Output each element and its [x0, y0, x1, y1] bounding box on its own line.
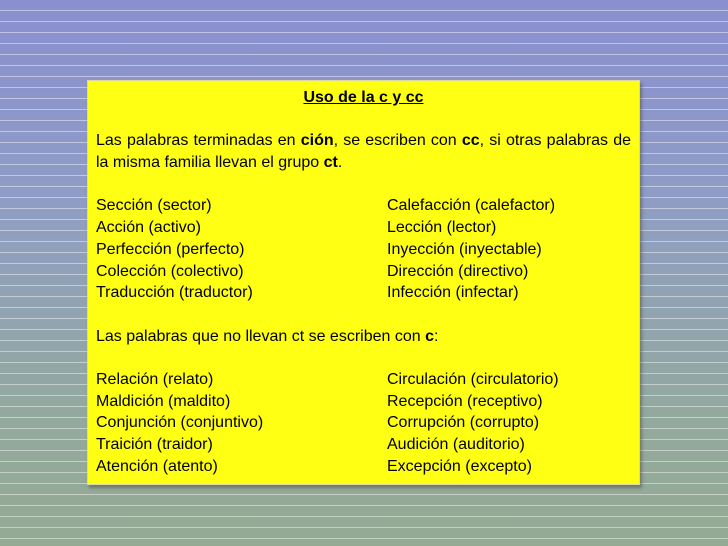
cc-word-list: [96, 195, 631, 304]
word-item: Inyección (inyectable): [387, 240, 542, 258]
word-item: Sección (sector): [96, 197, 212, 215]
word-row: [96, 195, 631, 217]
word-item: Acción (activo): [96, 219, 201, 237]
word-item: Colección (colectivo): [96, 262, 244, 280]
word-item: Dirección (directivo): [387, 262, 529, 280]
c-word-list: [96, 369, 631, 478]
spacer: [96, 347, 631, 369]
intro-bold-cion: ción: [300, 132, 334, 150]
intro-text-1: Las palabras terminadas en: [96, 132, 301, 150]
page-title: Uso de la c y cc: [303, 89, 424, 106]
word-row: [96, 456, 631, 478]
word-item: Maldición (maldito): [96, 392, 231, 410]
word-item: Atención (atento): [96, 457, 218, 475]
word-item: Calefacción (calefactor): [387, 197, 556, 215]
intro-text-4: .: [337, 154, 343, 172]
word-item: Corrupción (corrupto): [387, 414, 540, 432]
word-item: Lección (lector): [387, 219, 497, 237]
word-item: Traición (traidor): [96, 436, 213, 454]
intro-bold-ct: ct: [323, 154, 338, 172]
content-card: [87, 80, 640, 485]
spacer: [96, 109, 631, 131]
second-rule-paragraph: [96, 326, 631, 348]
word-item: Relación (relato): [96, 371, 214, 389]
intro-bold-cc: cc: [461, 132, 480, 150]
word-item: Audición (auditorio): [387, 436, 525, 454]
word-row: [96, 391, 631, 413]
word-row: [96, 217, 631, 239]
word-row: [96, 369, 631, 391]
intro-text-3: , si otras palabras de la misma familia llevan el grupo: [96, 132, 632, 172]
word-item: Traducción (traductor): [96, 284, 253, 302]
word-item: Conjunción (conjuntivo): [96, 414, 264, 432]
rule-bold-c: c: [425, 327, 434, 345]
spacer: [96, 304, 631, 326]
word-row: [96, 412, 631, 434]
spacer: [96, 174, 631, 196]
word-row: [96, 282, 631, 304]
intro-paragraph: [96, 130, 631, 173]
word-item: Excepción (excepto): [387, 457, 532, 475]
word-row: [96, 434, 631, 456]
word-row: [96, 261, 631, 283]
rule-text-2: :: [434, 327, 439, 345]
word-item: Circulación (circulatorio): [387, 371, 559, 389]
word-item: Perfección (perfecto): [96, 240, 245, 258]
word-row: [96, 239, 631, 261]
word-item: Infección (infectar): [387, 284, 519, 302]
word-item: Recepción (receptivo): [387, 392, 543, 410]
intro-text-2: , se escriben con: [333, 132, 462, 150]
rule-text-1: Las palabras que no llevan ct se escriben con: [96, 327, 426, 345]
